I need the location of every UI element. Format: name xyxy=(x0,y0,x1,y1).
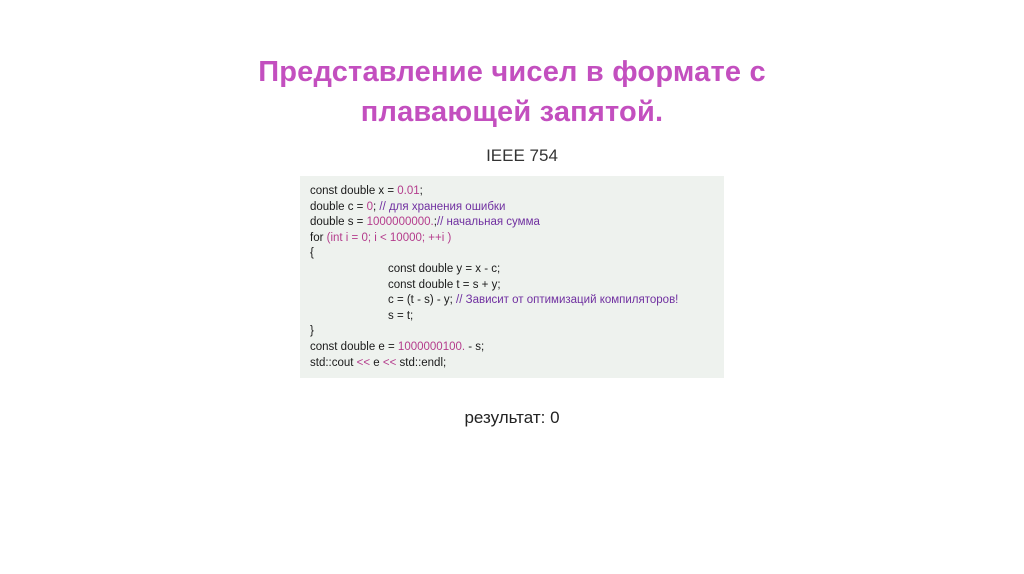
code-token: // начальная сумма xyxy=(436,216,540,229)
code-line xyxy=(300,324,724,340)
code-line xyxy=(300,309,724,325)
code-line xyxy=(300,356,724,372)
code-token: std::endl; xyxy=(396,356,447,369)
result-text: результат: 0 xyxy=(464,408,560,427)
code-token: double s = xyxy=(310,216,367,229)
code-token: { xyxy=(310,247,314,260)
code-token: // Зависит от оптимизаций компиляторов! xyxy=(456,294,679,307)
code-line xyxy=(300,278,724,294)
page-title: Представление чисел в формате с плавающей запятой. xyxy=(258,56,766,128)
code-token: // для хранения ошибки xyxy=(379,200,506,213)
code-token: 1000000000. xyxy=(366,216,434,229)
code-token: for xyxy=(310,231,327,244)
code-token: c = (t - s) - y; xyxy=(388,294,457,307)
code-line xyxy=(300,215,724,231)
code-token: } xyxy=(310,325,314,338)
code-line xyxy=(300,200,724,216)
code-block xyxy=(300,176,724,378)
code-token: e xyxy=(370,356,383,369)
code-token: const double t = s + y; xyxy=(388,278,501,291)
code-token: - s; xyxy=(465,340,485,353)
code-token: << xyxy=(356,356,371,369)
code-line xyxy=(300,340,724,356)
code-token: ; xyxy=(433,216,437,229)
code-token: double c = xyxy=(310,200,367,213)
code-line xyxy=(300,246,724,262)
code-token: 0 xyxy=(366,200,373,213)
code-lines xyxy=(300,184,724,371)
code-token: 0.01 xyxy=(397,185,420,197)
code-token: s = t; xyxy=(388,309,414,322)
code-token: const double y = x - c; xyxy=(388,262,501,275)
standard-label: IEEE 754 xyxy=(486,146,558,165)
code-line xyxy=(300,262,724,278)
code-line xyxy=(300,184,724,200)
code-token: << xyxy=(382,356,397,369)
code-token: const double e = xyxy=(310,340,398,353)
code-token: ; xyxy=(373,200,380,213)
code-token: ; xyxy=(419,185,423,197)
code-token: 1000000100. xyxy=(397,340,466,353)
code-token: (int i = 0; i < 10000; ++i ) xyxy=(326,231,452,244)
code-token: std::cout xyxy=(310,356,357,369)
code-token: const double x = xyxy=(310,185,398,197)
code-line xyxy=(300,293,724,309)
code-line xyxy=(300,231,724,247)
